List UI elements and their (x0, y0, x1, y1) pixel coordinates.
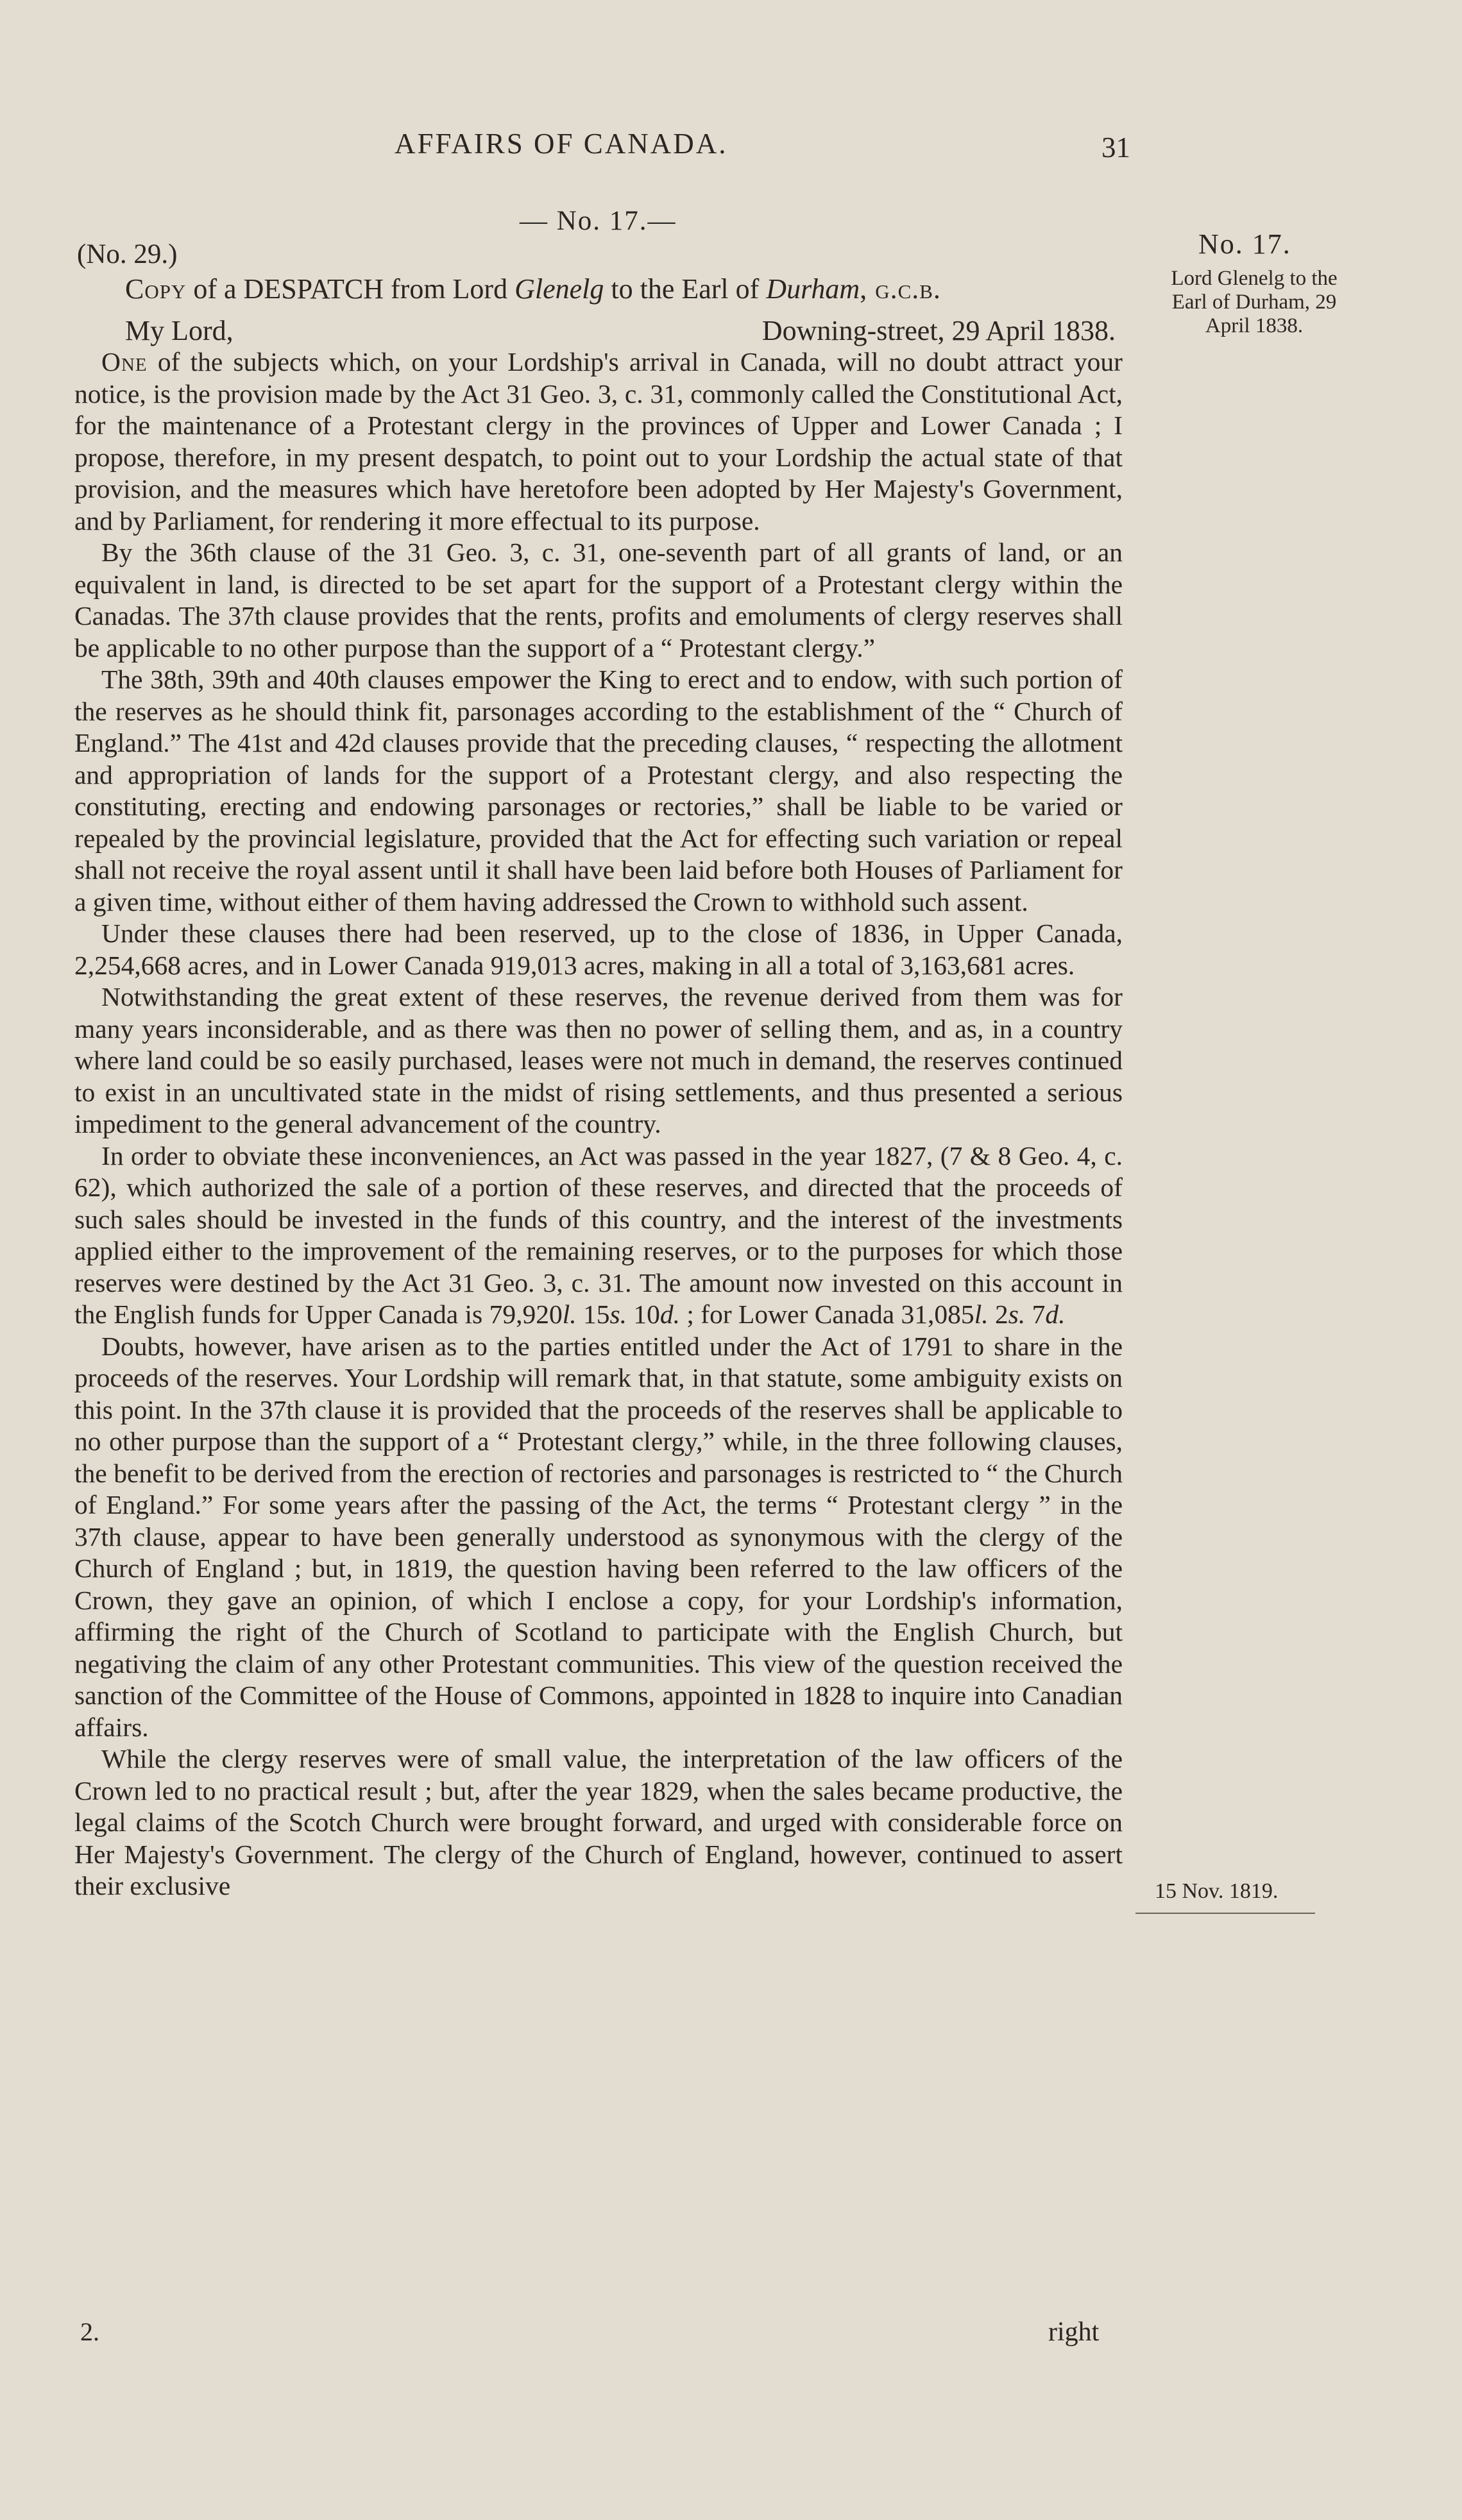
shillings-sign-2: s. (1008, 1299, 1026, 1329)
pence-sign: d. (659, 1299, 681, 1329)
salutation: My Lord, (125, 315, 234, 346)
despatch-number: (No. 29.) (77, 239, 178, 269)
shillings-sign: s. (609, 1299, 627, 1329)
running-head: AFFAIRS OF CANADA. (395, 128, 728, 160)
paragraph-1 (74, 346, 1123, 537)
margin-date: 15 Nov. 1819. (1155, 1879, 1279, 1903)
pounds-sign-2: l. (974, 1299, 989, 1329)
document-number: — No. 17.— (520, 206, 677, 236)
dateline: Downing-street, 29 April 1838. (761, 315, 1116, 346)
paragraph-7: Doubts, however, have arisen as to the parties entitled under the Act of 1791 to share in the proceeds of the reserves. Your Lordship will remark that, in that statute, some ambiguity exists on this point. In the 37th clause it is provided that the proceeds of the reserves shall be applicable to no other purpose than the support of a “ Protestant clergy,” while, in the three following clauses, the benefit to be derived from the erection of rectories and parsonages is restricted to “ the Church of England.” For some years after the passing of the Act, the terms “ Protestant clergy ” in the 37th clause, appear to have been generally understood as synonymous with the clergy of the Church of England ; but, in 1819, the question having been referred to the law officers of the Crown, they gave an opinion, of which I enclose a copy, for your Lordship's information, affirming the right of the Church of Scotland to participate with the English Church, but negativing the claim of any other Protestant communities. This view of the question received the sanction of the Committee of the House of Commons, appointed in 1828 to inquire into Canadian affairs. (74, 1331, 1123, 1742)
margin-rule (1135, 1913, 1315, 1914)
despatch-body (74, 346, 1123, 1902)
pence-sign-2: d. (1045, 1299, 1066, 1329)
title-name-durham: Durham (766, 273, 860, 305)
title-name-glenelg: Glenelg (514, 273, 604, 305)
paragraph-6-text-c: 10 (627, 1299, 660, 1329)
catchword: right (1048, 2317, 1100, 2347)
paragraph-2: By the 36th clause of the 31 Geo. 3, c. 31, one-seventh part of all grants of land, or an equivalent in land, is directed to be set apart for the support of a Protestant clergy within the Canadas. The 37th clause provides that the rents, profits and emoluments of clergy reserves shall be applicable to no other purpose than the support of a “ Protestant clergy.” (74, 537, 1123, 663)
paragraph-6 (74, 1140, 1123, 1331)
signature-mark: 2. (80, 2317, 99, 2346)
paragraph-6-text-g: 7 (1025, 1299, 1046, 1329)
pounds-sign: l. (562, 1299, 577, 1329)
title-text-2: to the Earl of (604, 273, 767, 305)
paragraph-4: Under these clauses there had been reserved, up to the close of 1836, in Upper Canada, 2,254,668 acres, and in Lower Canada 919,013 acres, making in all a total of 3,163,681 acres. (74, 918, 1123, 980)
margin-heading: No. 17. (1198, 228, 1291, 260)
paragraph-6-text-e: ; for Lower Canada 31,085 (680, 1299, 974, 1329)
paragraph-5: Notwithstanding the great extent of these reserves, the revenue derived from them was for many years inconsiderable, and as there was then no power of selling them, and as, in a country where land could be so easily purchased, leases were not much in demand, the reserves continued to exist in an uncultivated state in the midst of rising settlements, and thus presented a serious impediment to the general advancement of the country. (74, 982, 1123, 1138)
paragraph-6-text-b: 15 (576, 1299, 610, 1329)
title-text: of a DESPATCH from Lord (186, 273, 515, 305)
despatch-title (125, 273, 941, 305)
paragraph-1-lead: One (101, 347, 148, 376)
paragraph-3: The 38th, 39th and 40th clauses empower the King to erect and to endow, with such portion of the reserves as he should think fit, parsonages according to the establishment of the “ Church of England.” The 41st and 42d clauses provide that the preceding clauses, “ respecting the allotment and appropriation of lands for the support of a Protestant clergy, and also respecting the constituting, erecting and endowing parsonages or rectories,” shall be liable to be varied or repealed by the provincial legislature, provided that the Act for effecting such variation or repeal shall not receive the royal assent until it shall have been laid before both Houses of Parliament for a given time, without either of them having addressed the Crown to withhold such assent. (74, 664, 1123, 917)
paragraph-8: While the clergy reserves were of small value, the interpretation of the law officers of the Crown led to no practical result ; but, after the year 1829, when the sales became productive, the legal claims of the Scotch Church were brought forward, and urged with considerable force on Her Majesty's Government. The clergy of the Church of England, however, continued to assert their exclusive (74, 1744, 1123, 1900)
paragraph-6-text-a: In order to obviate these inconveniences, an Act was passed in the year 1827, (7 & 8 Geo. 4, c. 62), which authorized the sale of a portion of these reserves, and directed that the proceeds of such sales should be invested in the funds of this country, and the interest of the investments applied either to the improvement of the remaining reserves, or to the purposes for which those reserves were destined by the Act 31 Geo. 3, c. 31. The amount now invested on this account in the English funds for Upper Canada is 79,920 (74, 1140, 1123, 1329)
title-suffix: , g.c.b. (860, 273, 941, 305)
paragraph-1-text: of the subjects which, on your Lordship's arrival in Canada, will no doubt attract your notice, is the provision made by the Act 31 Geo. 3, c. 31, commonly called the Constitutional Act, for the maintenance of a Protestant clergy in the provinces of Upper and Lower Canada ; I propose, therefore, in my present despatch, to point out to your Lordship the actual state of that provision, and the measures which have heretofore been adopted by Her Majesty's Government, and by Parliament, for rendering it more effectual to its purpose. (74, 347, 1123, 536)
title-prefix: Copy (125, 273, 187, 305)
paragraph-6-text-f: 2 (988, 1299, 1008, 1329)
page-number: 31 (1101, 131, 1130, 164)
margin-note: Lord Glenelg to the Earl of Durham, 29 April 1838. (1171, 267, 1338, 337)
